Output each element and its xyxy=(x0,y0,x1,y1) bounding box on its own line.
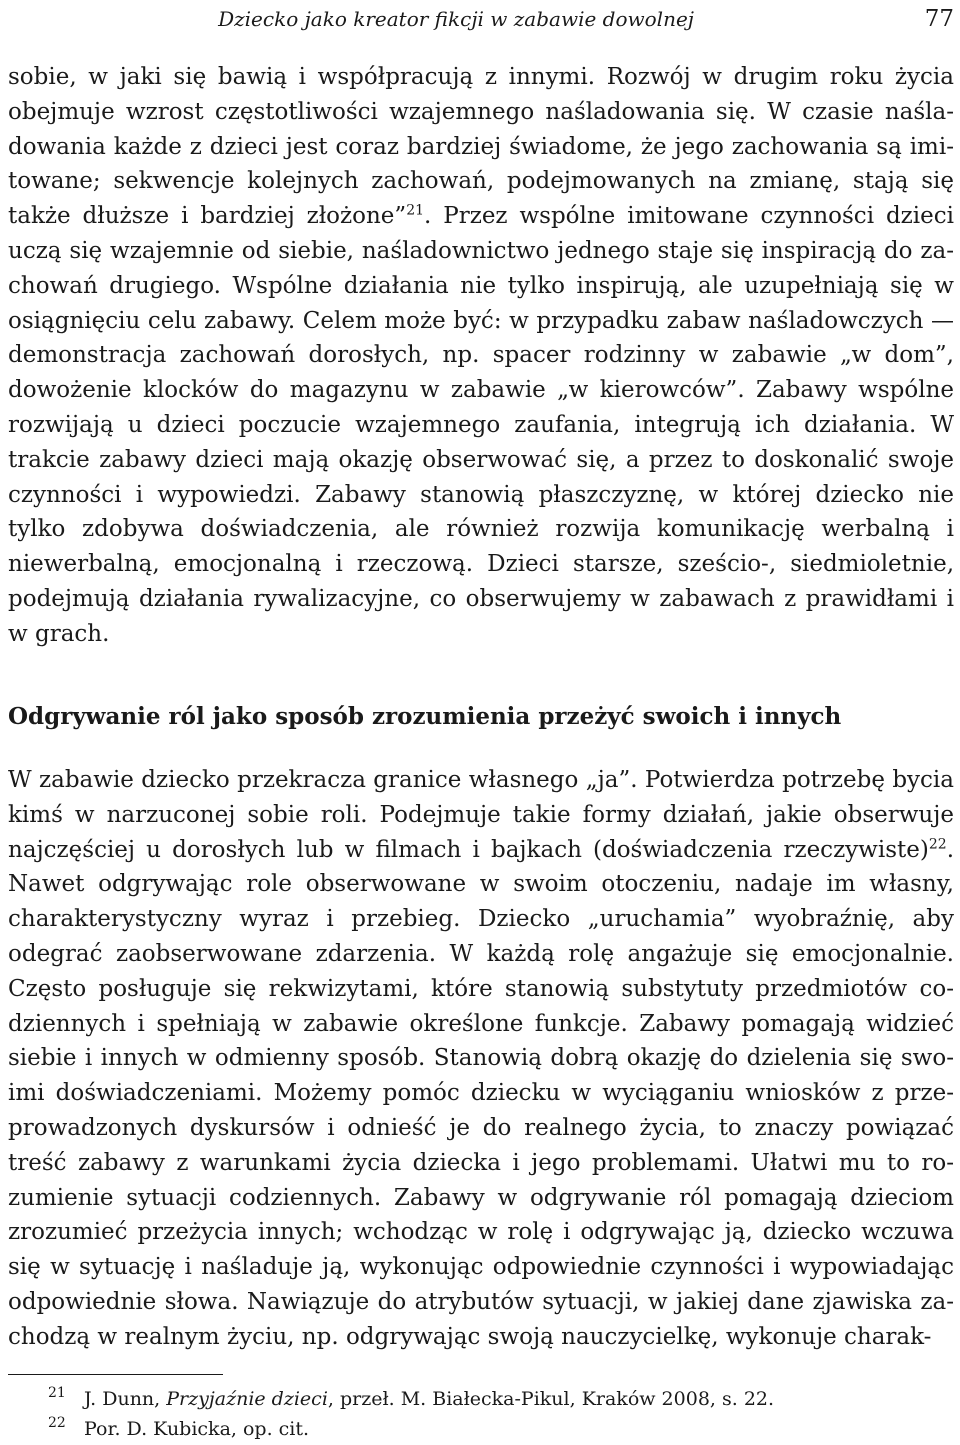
paragraph-role-play xyxy=(8,763,954,1355)
footnote-reference[interactable]: 21 xyxy=(406,202,425,219)
footnote-text: J. Dunn, xyxy=(84,1388,167,1410)
footnote-text: Por. D. Kubicka, op. cit. xyxy=(84,1418,310,1440)
section-heading: Odgrywanie ról jako sposób zrozumienia przeżyć swoich i innych xyxy=(8,703,842,730)
running-head xyxy=(8,4,954,34)
footnote-separator xyxy=(8,1374,223,1375)
page-number: 77 xyxy=(924,6,954,32)
paragraph-text: W zabawie dziecko przekracza granice własnego „ja”. Potwierdza potrzebę bycia kimś w narzuconej sobie roli. Podejmuje takie formy działań, jakie obserwuje najczęściej u dorosłych lub w filmach i bajkach (doświadczenia rzeczywiste) xyxy=(8,767,954,863)
paragraph-text: . Nawet odgrywając role obserwowane w swoim otoczeniu, nadaje im własny, charakterystyczny wyraz i przebieg. Dziecko „uruchamia” wyobraźnię, aby odegrać zaobserwowane zdarzenia. W każdą rolę angażuje się emocjonalnie. Często posługuje się rekwizytami, które stanowią substytuty przedmiotów codziennych i spełniają w zabawie określone funkcje. Zabawy pomagają widzieć siebie i innych w odmienny sposób. Stanowią dobrą okazję do dzielenia się swoimi doświadczeniami. Możemy pomóc dziecku w wyciąganiu wniosków z przeprowadzonych dyskursów i odnieść je do realnego życia, to znaczy powiązać treść zabawy z warunkami życia dziecka i jego problemami. Ułatwi mu to rozumienie sytuacji codziennych. Zabawy w odgrywanie ról pomagają dzieciom zrozumieć przeżycia innych; wchodząc w rolę i odgrywając ją, dziecko wczuwa się w sytuację i naśladuje ją, wykonując odpowiednie czynności i wypowiadając odpowiednie słowa. Nawiązuje do atrybutów sytuacji, w jakiej dane zjawiska zachodzą w realnym życiu, np. odgrywając swoją nauczycielkę, wykonuje charak- xyxy=(8,836,954,1350)
footnote-number: 21 xyxy=(48,1385,66,1401)
cited-book-title: Przyjaźnie dzieci xyxy=(166,1388,328,1410)
paragraph-play-imitation xyxy=(8,60,954,652)
paragraph-text: sobie, w jaki się bawią i współpracują z innymi. Rozwój w drugim roku życia obejmuje wzrost częstotliwości wzajemnego naśladowania się. W czasie naśladowania każde z dzieci jest coraz bardziej świadome, że jego zachowania są imitowane; sekwencje kolejnych zachowań, podejmowanych na zmianę, stają się także dłuższe i bardziej złożone” xyxy=(8,64,954,230)
footnote-item xyxy=(48,1384,948,1414)
footnote-text: , przeł. M. Białecka-Pikul, Kraków 2008, s. 22. xyxy=(327,1388,775,1410)
footnotes xyxy=(48,1384,948,1444)
paragraph-text: . Przez wspólne imitowane czynności dzieci uczą się wzajemnie od siebie, naśladownictwo jednego staje się inspiracją do zachowań drugiego. Wspólne działania nie tylko inspirują, ale uzupełniają się w osiągnięciu celu zabawy. Celem może być: w przypadku zabaw naśladowczych — demonstracja zachowań dorosłych, np. spacer rodzinny w zabawie „w dom”, dowożenie klocków do magazynu w zabawie „w kierowców”. Zabawy wspólne rozwijają u dzieci poczucie wzajemnego zaufania, integrują ich działania. W trakcie zabawy dzieci mają okazję obserwować się, a przez to doskonalić swoje czynności i wypowiedzi. Zabawy stanowią płaszczyznę, w której dziecko nie tylko zdobywa doświadczenia, ale również rozwija komunikację werbalną i niewerbalną, emocjonalną i rzeczową. Dzieci starsze, sześcio-, siedmioletnie, podejmują działania rywalizacyjne, co obserwujemy w zabawach z prawidłami i w grach. xyxy=(8,203,954,647)
running-head-title: Dziecko jako kreator fikcji w zabawie dowolnej xyxy=(218,7,694,31)
footnote-reference[interactable]: 22 xyxy=(928,835,947,852)
footnote-number: 22 xyxy=(48,1415,66,1431)
footnote-item xyxy=(48,1414,948,1444)
